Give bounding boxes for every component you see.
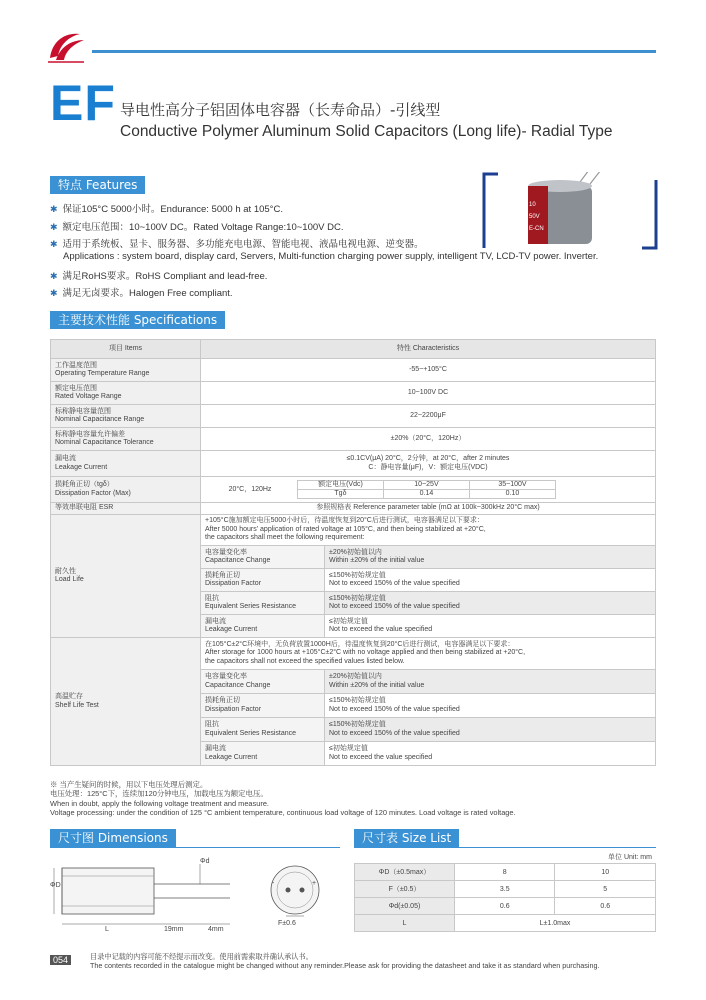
- spec-value: 10~100V DC: [201, 382, 656, 405]
- size-row-label: L: [355, 915, 455, 932]
- dim-lead-length: 19mm: [164, 926, 184, 933]
- spec-value: ±20%（20°C，120Hz）: [201, 428, 656, 451]
- df-cell: 0.14: [383, 490, 469, 499]
- spec-label: 高温贮存 Shelf Life Test: [51, 638, 201, 766]
- size-value: L±1.0max: [455, 915, 656, 932]
- bullet-icon: ✱: [50, 271, 58, 281]
- size-list-label: 尺寸表 Size List: [354, 829, 459, 847]
- shelf-life-item: 损耗角正切 Dissipation Factor: [201, 694, 325, 718]
- dim-phi-D: ΦD: [50, 882, 61, 889]
- spec-label: 标称静电容量允许偏差 Nominal Capacitance Tolerance: [51, 428, 201, 451]
- footer-disclaimer: [90, 952, 599, 971]
- capacitor-mark: E-CN: [529, 226, 544, 232]
- col-items: 项目 Items: [51, 340, 201, 359]
- capacitor-mark: 50V: [529, 214, 540, 220]
- load-life-value: ±20%初始值以内 Within ±20% of the initial value: [325, 546, 656, 569]
- size-value: 8: [455, 864, 555, 881]
- shelf-life-intro: 在105°C±2°C环境中，无负荷放置1000H后，待温度恢复到20°C后进行测试，电容器满足以下要求： After storage for 1000 hours at +105°C±2°C with no voltage applied and then being stabilized at +20°C, the capacitors shall not exceed the specified values listed below.: [201, 638, 656, 670]
- feature-item: ✱ 保证105°C 5000小时。Endurance: 5000 h at 105°C.: [50, 204, 283, 215]
- load-life-value: ≤150%初始规定值 Not to exceed 150% of the value specified: [325, 592, 656, 615]
- shelf-life-value: ≤150%初始规定值 Not to exceed 150% of the value specified: [325, 718, 656, 742]
- size-unit: 单位 Unit: mm: [608, 854, 652, 861]
- load-life-item: 阻抗 Equivalent Series Resistance: [201, 592, 325, 615]
- size-table: [354, 863, 656, 932]
- size-row-label: F（±0.5）: [355, 881, 455, 898]
- load-life-value: ≤150%初始规定值 Not to exceed 150% of the value specified: [325, 569, 656, 592]
- df-condition: 20°C，120Hz: [228, 486, 272, 494]
- dim-plus: +: [312, 880, 317, 887]
- company-logo: [46, 28, 86, 64]
- header-rule: [92, 50, 656, 53]
- note-line: Voltage processing: under the condition of 125 °C ambient temperature, continuous load voltage of 120 minutes. Load voltage is rated voltage.: [50, 807, 516, 817]
- footer-line: The contents recorded in the catalogue might be changed without any reminder.Please ask for providing the datasheet and take it as standard when purchasing.: [90, 961, 600, 971]
- spec-value: 参照规格表 Reference parameter table (mΩ at 100k~300kHz 20°C max): [201, 503, 656, 515]
- load-life-item: 损耗角正切 Dissipation Factor: [201, 569, 325, 592]
- feature-item: ✱ 额定电压范围：10~100V DC。Rated Voltage Range:10~100V DC.: [50, 222, 344, 233]
- dim-minus: -: [272, 880, 275, 887]
- shelf-life-item: 阻抗 Equivalent Series Resistance: [201, 718, 325, 742]
- size-value: 3.5: [455, 881, 555, 898]
- col-characteristics: 特性 Characteristics: [201, 340, 656, 359]
- df-cell: [201, 477, 656, 503]
- feature-item: ✱ 适用于系统板、显卡、服务器、多功能充电电源、智能电视、液晶电视电源、逆变器。: [50, 239, 424, 250]
- df-table: [297, 480, 556, 500]
- dim-phi-d: Φd: [200, 858, 210, 865]
- spec-value: 22~2200μF: [201, 405, 656, 428]
- load-life-value: ≤初始规定值 Not to exceed the value specified: [325, 615, 656, 638]
- df-cell: 10~25V: [383, 480, 469, 489]
- series-name: EF: [50, 75, 116, 131]
- footer-line: 目录中记载的内容可能不经提示而改变。使用前需索取并确认承认书。: [90, 952, 313, 961]
- df-cell: Tgδ: [297, 490, 383, 499]
- spec-label: 耐久性 Load Life: [51, 515, 201, 638]
- load-life-item: 电容量变化率 Capacitance Change: [201, 546, 325, 569]
- spec-value: ≤0.1CV(μA) 20°C，2分钟，at 20°C，after 2 minutes C：静电容量(μF)，V：额定电压(VDC): [201, 451, 656, 477]
- size-value: 5: [555, 881, 656, 898]
- spec-label: 损耗角正切（tgδ） Dissipation Factor (Max): [51, 477, 201, 503]
- dimensions-label: 尺寸图 Dimensions: [50, 829, 176, 847]
- size-row-label: Φd(±0.05): [355, 898, 455, 915]
- bullet-icon: ✱: [50, 288, 58, 298]
- feature-item-continued: Applications : system board, display card, Servers, Multi-function charging power supply, intelligent TV, LCD-TV power. Inverter.: [63, 251, 599, 262]
- note-line: When in doubt, apply the following voltage treatment and measure.: [50, 798, 269, 808]
- dimensions-rule: [50, 847, 340, 848]
- page-number: 054: [50, 955, 71, 965]
- df-cell: 0.10: [469, 490, 555, 499]
- notes: [50, 780, 516, 817]
- capacitor-photo: [482, 172, 658, 256]
- dimension-drawing: [50, 854, 340, 934]
- spec-label: 标称静电容量范围 Nominal Capacitance Range: [51, 405, 201, 428]
- feature-item: ✱ 满足RoHS要求。RoHS Compliant and lead-free.: [50, 271, 268, 282]
- bullet-icon: ✱: [50, 204, 58, 214]
- size-list-rule: [354, 847, 656, 848]
- spec-value: -55~+105°C: [201, 359, 656, 382]
- spec-label: 漏电流 Leakage Current: [51, 451, 201, 477]
- title-chinese: 导电性高分子铝固体电容器（长寿命品）-引线型: [120, 101, 441, 119]
- size-row-label: ΦD（±0.5max）: [355, 864, 455, 881]
- size-value: 0.6: [555, 898, 656, 915]
- shelf-life-value: ≤150%初始规定值 Not to exceed 150% of the value specified: [325, 694, 656, 718]
- dim-L: L: [105, 926, 109, 933]
- bullet-icon: ✱: [50, 239, 58, 249]
- title-english: Conductive Polymer Aluminum Solid Capacitors (Long life)- Radial Type: [120, 123, 613, 140]
- load-life-item: 漏电流 Leakage Current: [201, 615, 325, 638]
- spec-label: 等效串联电阻 ESR: [51, 503, 201, 515]
- df-cell: 35~100V: [469, 480, 555, 489]
- shelf-life-value: ±20%初始值以内 Within ±20% of the initial value: [325, 670, 656, 694]
- size-value: 0.6: [455, 898, 555, 915]
- features-label: 特点 Features: [50, 176, 145, 194]
- note-line: ※ 当产生疑问的时候，用以下电压处理后测定。: [50, 780, 208, 789]
- shelf-life-value: ≤初始规定值 Not to exceed the value specified: [325, 742, 656, 766]
- specs-table: [50, 339, 656, 766]
- shelf-life-item: 漏电流 Leakage Current: [201, 742, 325, 766]
- spec-label: 额定电压范围 Rated Voltage Range: [51, 382, 201, 405]
- note-line: 电压处理：125°C下，连续加120分钟电压，加载电压为额定电压。: [50, 789, 268, 799]
- specs-label: 主要技术性能 Specifications: [50, 311, 225, 329]
- size-value: 10: [555, 864, 656, 881]
- dim-lead-end: 4mm: [208, 926, 224, 933]
- bullet-icon: ✱: [50, 222, 58, 232]
- df-cell: 额定电压(Vdc): [297, 480, 383, 489]
- shelf-life-item: 电容量变化率 Capacitance Change: [201, 670, 325, 694]
- dim-F: F±0.6: [278, 920, 296, 927]
- feature-item: ✱ 满足无卤要求。Halogen Free compliant.: [50, 288, 233, 299]
- spec-label: 工作温度范围 Operating Temperature Range: [51, 359, 201, 382]
- capacitor-mark: 10: [529, 202, 536, 208]
- load-life-intro: +105°C施加额定电压5000小时后，待温度恢复到20°C后进行测试，电容器满足以下要求： After 5000 hours' application of rated voltage at 105°C, and then being stabilized at +20°C, the capacitors shall meet the following requirement:: [201, 515, 656, 546]
